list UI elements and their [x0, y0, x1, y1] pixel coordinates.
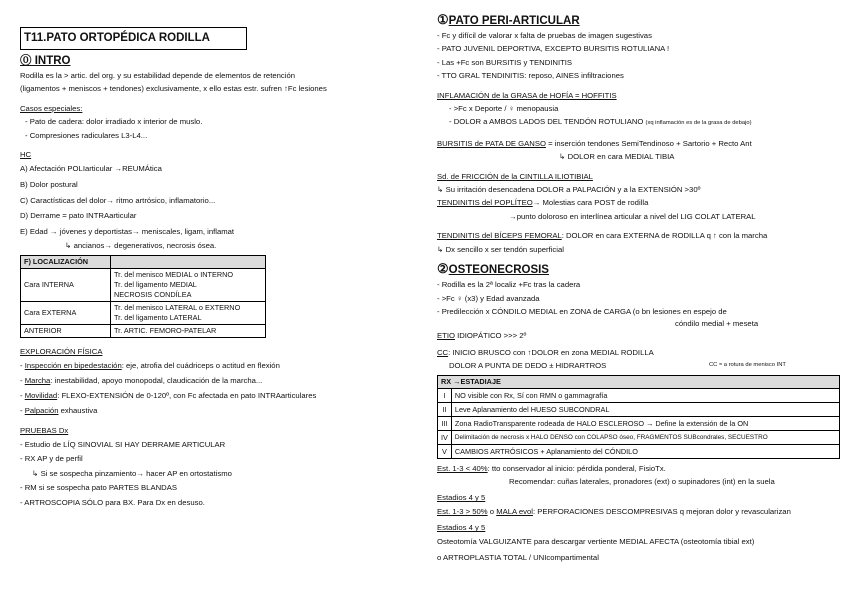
hoffitis-item: - >Fc x Deporte / ♀ menopausia — [449, 104, 559, 114]
intro-heading: ⓪ INTRO — [20, 55, 71, 67]
osteotomia-line: Osteotomía VALGUIZANTE para descargar vertiente MEDIAL AFECTA (osteotomía tibial ext) — [437, 536, 755, 546]
pruebas-item: ↳ Si se sospecha pinzamiento→ hacer AP en ortostatismo — [32, 468, 232, 478]
exploracion-item: - Movilidad: FLEXO-EXTENSIÓN de 0-120º, con Fc afectada en pato INTRAarticulares — [20, 391, 317, 401]
osteo-item: - Predilección x CÓNDILO MEDIAL en ZONA de CARGA (o bn lesiones en espejo de — [437, 306, 727, 316]
etio-line: ETIO IDIOPÁTICO >>> 2º — [437, 331, 527, 341]
table-row: IV Delimitación de necrosis x HALO DENSO con COLAPSO óseo, FRAGMENTOS SUBcondrales, SECUESTRO — [438, 430, 840, 444]
hc-item: ↳ ancianos→ degenerativos, necrosis ósea. — [65, 241, 217, 251]
hc-heading: HC — [20, 150, 32, 160]
artroplastia-line: o ARTROPLASTIA TOTAL / UNIcompartimental — [437, 552, 599, 562]
osteo-item: - >Fc ♀ (x3) y Edad avanzada — [437, 293, 540, 303]
pruebas-item: - RM si se sospecha pato PARTES BLANDAS — [20, 483, 177, 493]
hc-item: C) Caractísticas del dolor→ ritmo artrósico, inflamatorio... — [20, 195, 216, 205]
rx-header: RX →ESTADIAJE — [438, 375, 840, 388]
bursitis-line: BURSITIS de PATA DE GANSO = inserción tendones SemiTendinoso + Sartorio + Recto Ant — [437, 138, 752, 148]
casos-item: - Compresiones radiculares L3-L4... — [25, 130, 148, 140]
est13-line: Est. 1-3 > 50% o MALA evol: PERFORACIONES DESCOMPRESIVAS q mejoran dolor y revascularizan — [437, 506, 791, 516]
peri-item: - TTO GRAL TENDINITIS: reposo, AINES infiltraciones — [437, 71, 624, 81]
table-row: III Zona RadioTransparente rodeada de HALO ESCLEROSO → Define la extensión de la ON — [438, 416, 840, 430]
pruebas-item: - Estudio de LÍQ SINOVIAL SI HAY DERRAME ARTICULAR — [20, 439, 226, 449]
cc-sub: DOLOR A PUNTA DE DEDO ± HIDRARTROS CC ≈ a rotura de menisco INT — [437, 359, 837, 372]
table-row: ANTERIOR Tr. ARTIC. FEMORO-PATELAR — [21, 324, 266, 337]
est1-sub: Recomendar: cuñas laterales, pronadores (ext) o supinadores (int) en la suela — [509, 476, 775, 486]
biceps-sub: ↳ Dx sencillo x ser tendón superficial — [437, 244, 564, 254]
hc-item: A) Afectación POLIarticular →REUMÁtica — [20, 164, 162, 174]
rx-estadiaje-table — [437, 375, 840, 459]
pruebas-item: - RX AP y de perfil — [20, 454, 83, 464]
intro-line-1: Rodilla es la > artic. del org. y su estabilidad depende de elementos de retención — [20, 71, 296, 80]
table-row: Cara INTERNA Tr. del menisco MEDIAL o INTERNO Tr. del ligamento MEDIAL NECROSIS CONDÍLEA — [21, 268, 266, 301]
exploracion-item: - Inspección en bipedestación: eje, atrofia del cuádriceps o actitud en flexión — [20, 361, 280, 371]
hoffitis-item: - DOLOR a AMBOS LADOS DEL TENDÓN ROTULIANO (xq inflamación es de la grasa de debajo) — [449, 117, 752, 127]
left-column — [20, 0, 415, 510]
localizacion-header: F) LOCALIZACIÓN — [21, 255, 111, 268]
hc-item: B) Dolor postural — [20, 180, 78, 190]
hc-item: E) Edad → jóvenes y deportistas→ meniscales, ligam, inflamat — [20, 226, 235, 236]
bursitis-sub: ↳ DOLOR en cara MEDIAL TIBIA — [559, 152, 675, 162]
biceps-line: TENDINITIS del BÍCEPS FEMORAL: DOLOR en cara EXTERNA de RODILLA q ↑ con la marcha — [437, 231, 768, 241]
peri-heading: ①PATO PERI-ARTICULAR — [437, 12, 580, 27]
cc-line: CC: INICIO BRUSCO con ↑DOLOR en zona MEDIAL RODILLA — [437, 347, 654, 357]
popliteo-line: TENDINITIS del POPLÍTEO→ Molestias cara POST de rodilla — [437, 198, 649, 208]
table-row: I NO visible con Rx, Sí con RMN o gammagrafía — [438, 388, 840, 402]
peri-item: - PATO JUVENIL DEPORTIVA, EXCEPTO BURSITIS ROTULIANA ! — [437, 44, 670, 54]
casos-item: - Pato de cadera: dolor irradiado x interior de muslo. — [25, 117, 203, 127]
osteo-item: - Rodilla es la 2ª localiz +Fc tras la cadera — [437, 280, 581, 290]
exploracion-item: - Palpación exhaustiva — [20, 406, 98, 416]
pruebas-heading: PRUEBAS Dx — [20, 426, 69, 436]
table-row: Cara EXTERNA Tr. del menisco LATERAL o EXTERNO Tr. del ligamento LATERAL — [21, 301, 266, 324]
casos-heading: Casos especiales: — [20, 103, 83, 113]
pruebas-item: - ARTROSCOPIA SÓLO para BX. Para Dx en desuso. — [20, 497, 205, 507]
peri-item: - Las +Fc son BURSITIS y TENDINITIS — [437, 57, 573, 67]
popliteo-sub: →punto doloroso en interlínea articular a nivel del LIG COLAT LATERAL — [509, 211, 756, 221]
document-title: T11.PATO ORTOPÉDICA RODILLA — [20, 27, 247, 50]
friccion-heading: Sd. de FRICCIÓN de la CINTILLA ILIOTIBIAL — [437, 171, 593, 181]
exploracion-item: - Marcha: inestabilidad, apoyo monopodal, claudicación de la marcha... — [20, 376, 263, 386]
right-column — [437, 0, 837, 564]
intro-line-2: (ligamentos + meniscos + tendones) exclusivamente, x ello estas estr. sufren ↑Fc lesiones — [20, 84, 327, 94]
table-row: V CAMBIOS ARTRÓSICOS + Aplanamiento del CÓNDILO — [438, 444, 840, 458]
peri-item: - Fc y difícil de valorar x falta de pruebas de imagen sugestivas — [437, 31, 652, 40]
table-row: II Leve Aplanamiento del HUESO SUBCONDRAL — [438, 402, 840, 416]
localizacion-table — [20, 255, 266, 338]
est1-line: Est. 1-3 < 40%: tto conservador al inicio: pérdida ponderal, FisioTx. — [437, 463, 666, 473]
hoffitis-heading: INFLAMACIÓN de la GRASA de HOFÍA = HOFFITIS — [437, 90, 617, 100]
friccion-text: ↳ Su irritación desencadena DOLOR a PALPACIÓN y a la EXTENSIÓN >30º — [437, 185, 701, 195]
hc-item: D) Derrame = pato INTRAarticular — [20, 211, 137, 221]
osteonecrosis-heading: ②OSTEONECROSIS — [437, 261, 549, 277]
osteo-item: cóndilo medial + meseta — [675, 319, 759, 329]
cc-note: CC ≈ a rotura de menisco INT — [709, 362, 786, 369]
estadios-heading-2: Estadios 4 y 5 — [437, 523, 486, 533]
exploracion-heading: EXPLORACIÓN FÍSICA — [20, 346, 103, 356]
estadios-heading: Estadios 4 y 5 — [437, 493, 486, 503]
